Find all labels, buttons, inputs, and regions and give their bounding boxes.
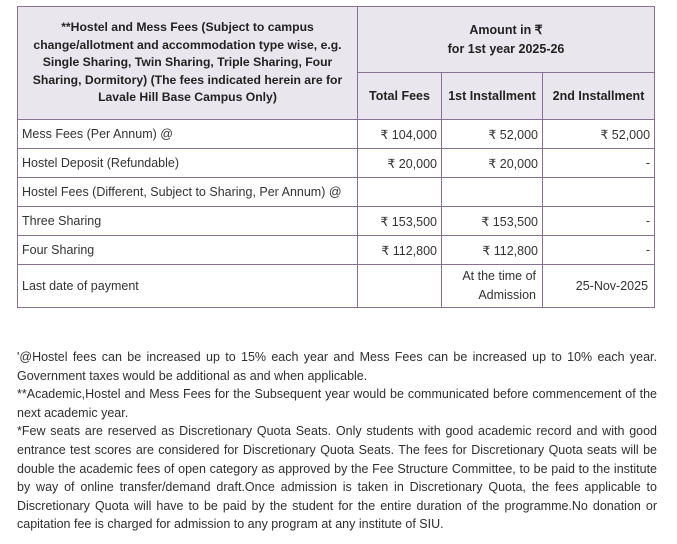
header-amount [358, 7, 655, 73]
row-total [358, 178, 442, 207]
table-row-last-date [18, 265, 655, 308]
row-second-installment [543, 178, 655, 207]
row-total: ₹ 104,000 [358, 120, 442, 149]
row-second-installment: - [543, 207, 655, 236]
header-total-fees: Total Fees [358, 73, 442, 120]
table-row [18, 236, 655, 265]
first-installment-line1: At the time of [462, 269, 536, 283]
row-label: Last date of payment [18, 265, 358, 308]
row-total: ₹ 112,800 [358, 236, 442, 265]
header-hostel-mess-fees: **Hostel and Mess Fees (Subject to campus change/allotment and accommodation type wise, e.g. Single Sharing, Twin Sharing, Triple Sharing, Four Sharing, Dormitory) (The fees indicated herein are for Lavale Hill Base Campus Only) [18, 7, 358, 120]
row-first-installment: ₹ 112,800 [442, 236, 543, 265]
row-label: Three Sharing [18, 207, 358, 236]
row-first-installment [442, 178, 543, 207]
row-second-installment: ₹ 52,000 [543, 120, 655, 149]
row-label: Hostel Deposit (Refundable) [18, 149, 358, 178]
row-second-installment: - [543, 149, 655, 178]
row-second-installment: - [543, 236, 655, 265]
row-label: Four Sharing [18, 236, 358, 265]
first-installment-line2: Admission [478, 288, 536, 302]
row-first-installment: ₹ 20,000 [442, 149, 543, 178]
row-first-installment: ₹ 153,500 [442, 207, 543, 236]
table-row [18, 120, 655, 149]
amount-currency-label: Amount in ₹ [469, 22, 543, 37]
table-row [18, 207, 655, 236]
row-label: Hostel Fees (Different, Subject to Sharing, Per Annum) @ [18, 178, 358, 207]
header-first-installment: 1st Installment [442, 73, 543, 120]
fee-notes [17, 348, 657, 534]
row-label: Mess Fees (Per Annum) @ [18, 120, 358, 149]
row-second-installment: 25-Nov-2025 [543, 265, 655, 308]
amount-year-label: for 1st year 2025-26 [447, 41, 565, 56]
row-total: ₹ 20,000 [358, 149, 442, 178]
note-hostel-increase: '@Hostel fees can be increased up to 15% each year and Mess Fees can be increased up to 10% each year. Government taxes would be additional as and when applicable. [17, 350, 657, 383]
note-discretionary-quota: *Few seats are reserved as Discretionary Quota Seats. Only students with good academic record and with good entrance test scores are considered for Discretionary Quota Seats. The fees for Discretionary Quota seats will be double the academic fees of open category as approved by the Fee Structure Committee, to be paid to the institute by way of online transfer/demand draft.Once admission is taken in Discretionary Quota, the fees applicable to Discretionary Quota will have to be paid by the student for the entire duration of the programme.No donation or capitation fee is charged for admission to any program at any institute of SIU. [17, 424, 657, 532]
row-first-installment [442, 265, 543, 308]
note-subsequent-year: **Academic,Hostel and Mess Fees for the Subsequent year would be communicated before commencement of the next academic year. [17, 387, 657, 420]
header-second-installment: 2nd Installment [543, 73, 655, 120]
row-total [358, 265, 442, 308]
table-row [18, 178, 655, 207]
table-row [18, 149, 655, 178]
header-row-1 [18, 7, 655, 73]
row-total: ₹ 153,500 [358, 207, 442, 236]
hostel-mess-fees-table [17, 6, 655, 308]
row-first-installment: ₹ 52,000 [442, 120, 543, 149]
